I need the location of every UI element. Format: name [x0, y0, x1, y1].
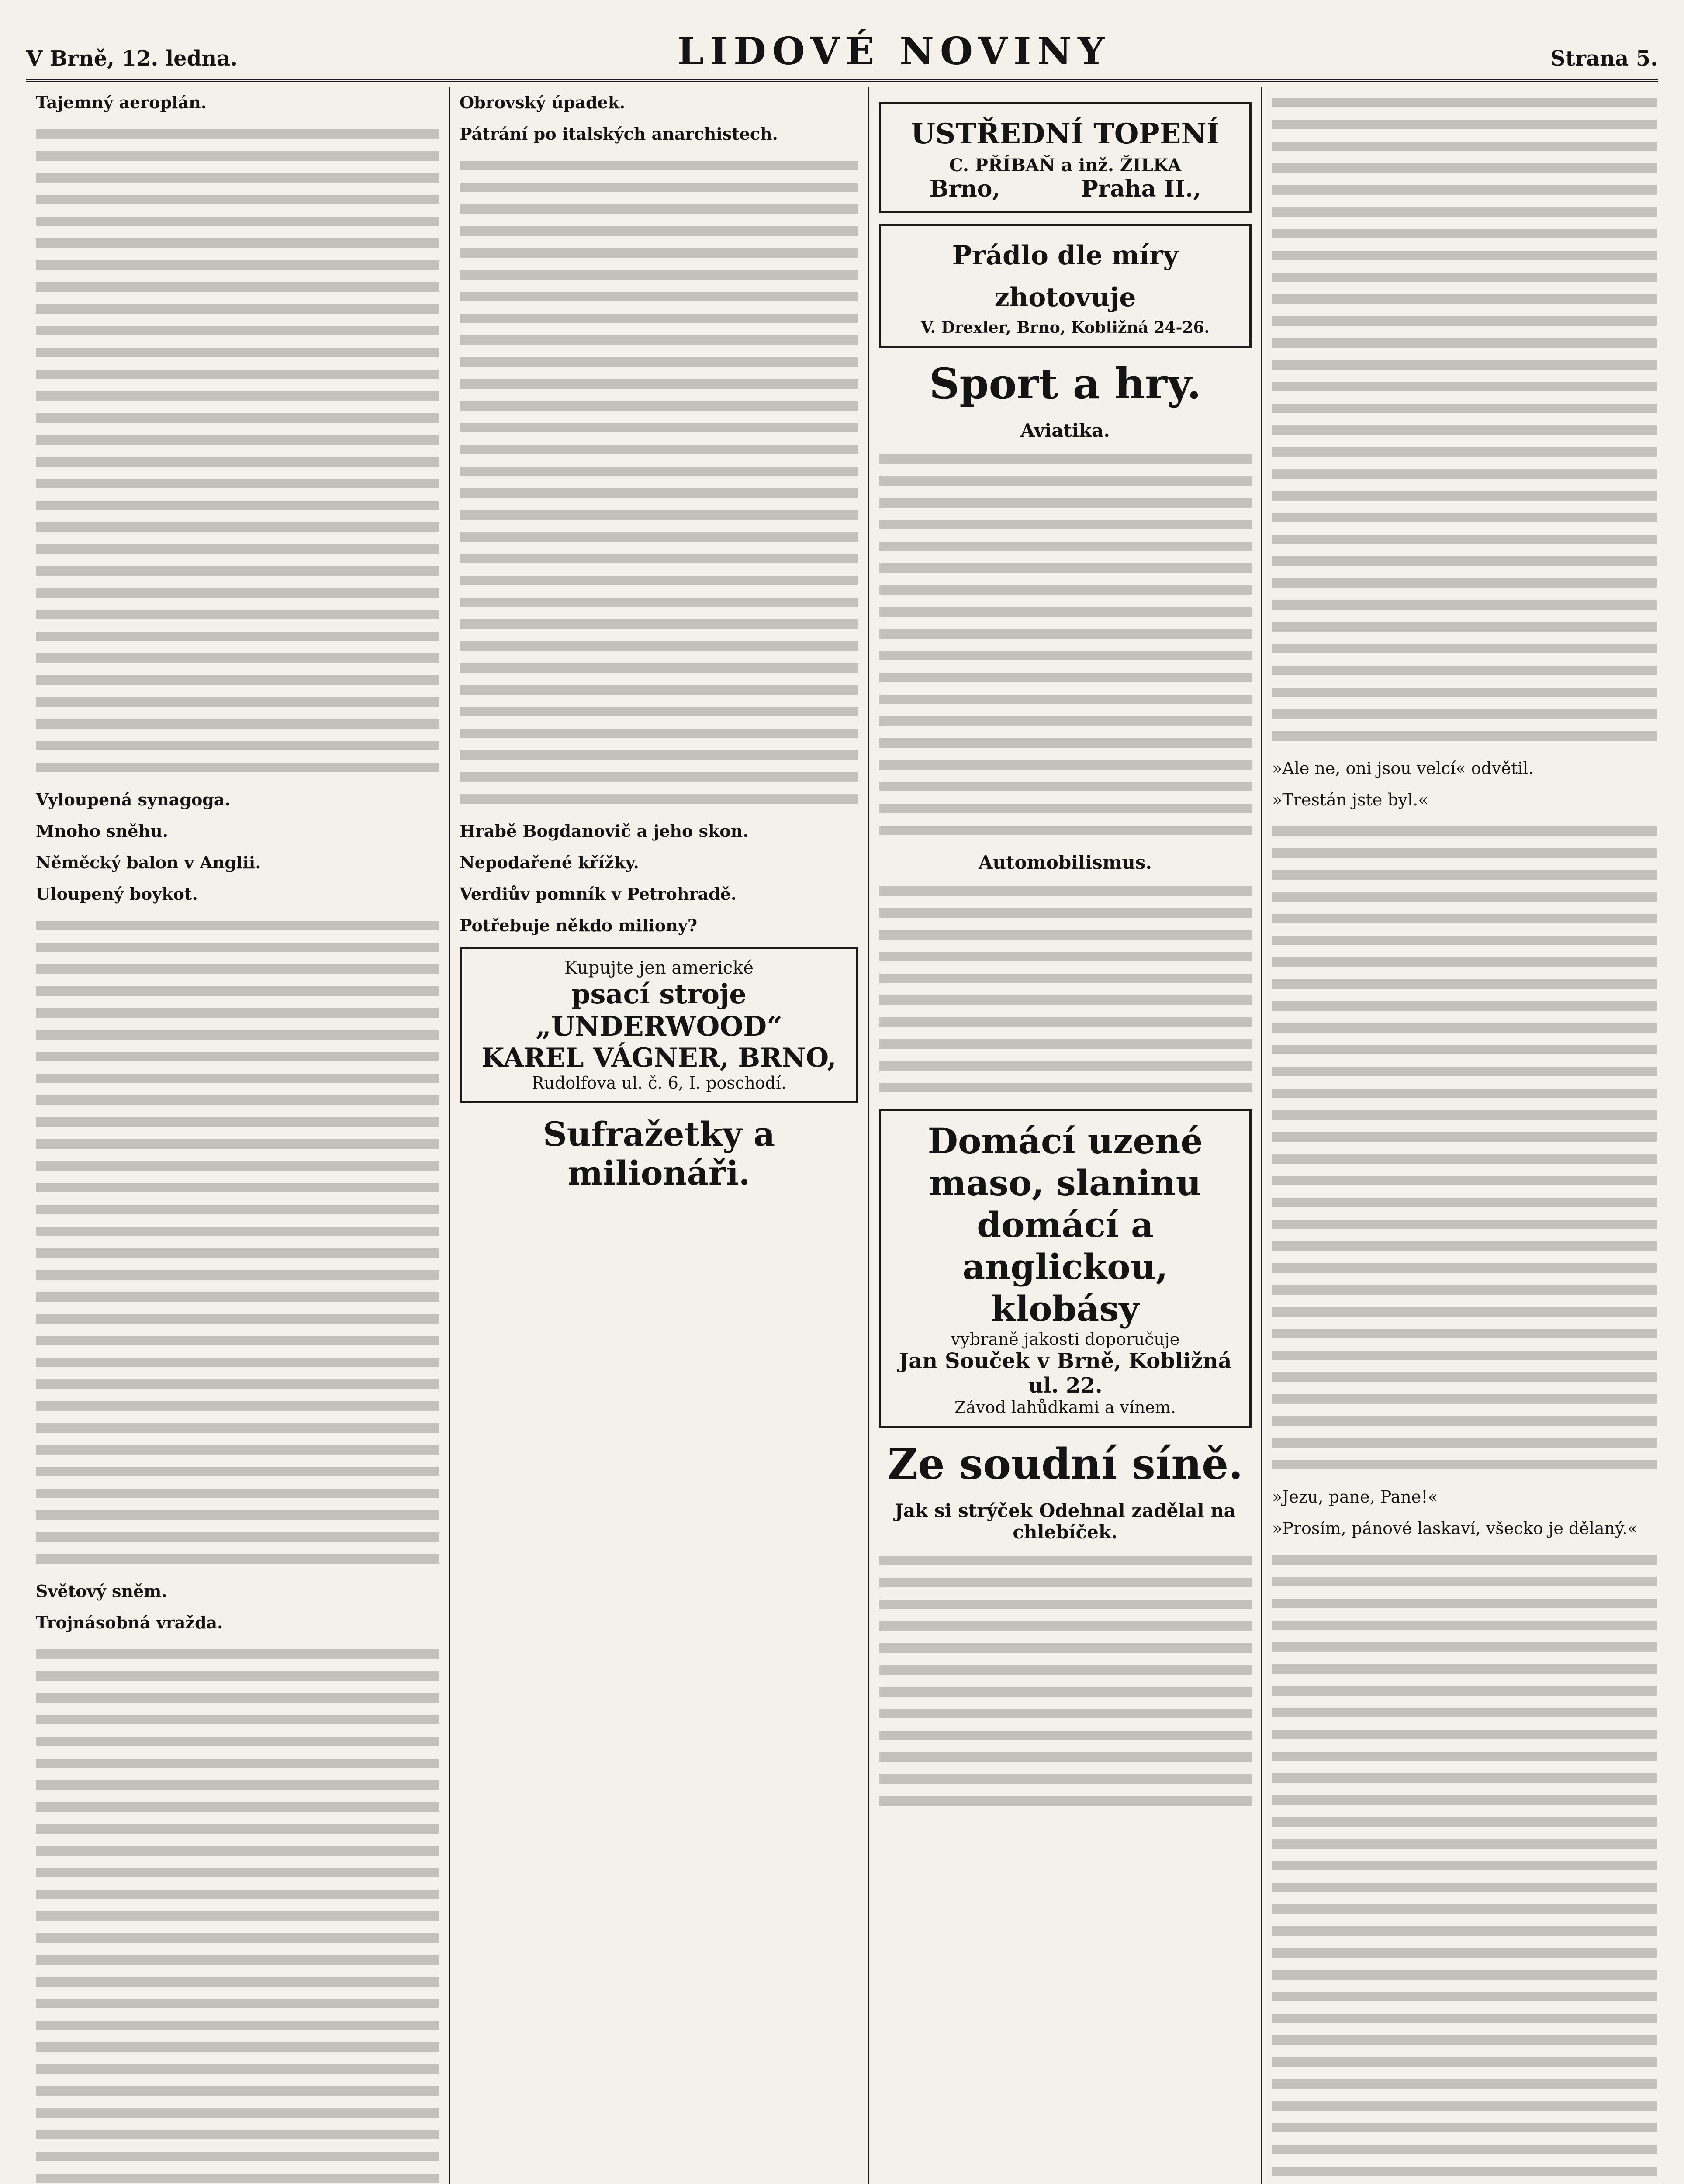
column-4	[1262, 87, 1667, 2184]
ad-title: psací stroje „UNDERWOOD“	[536, 978, 782, 1042]
section-headline: Ze soudní síně.	[887, 1439, 1243, 1489]
ad-city: Brno,	[929, 176, 1000, 202]
ad-firm: C. PŘÍBAŇ a inž. ŽILKA	[949, 155, 1182, 176]
article-headline: Potřebuje někdo miliony?	[460, 916, 698, 935]
illegible-text-block	[460, 155, 858, 810]
ad-subline: Závod lahůdkami a vínem.	[954, 1398, 1176, 1417]
article-headline: Verdiův pomník v Petrohradě.	[460, 884, 737, 904]
ad-title: USTŘEDNÍ TOPENÍ	[911, 117, 1220, 150]
column-2	[450, 87, 869, 2184]
newspaper-title: LIDOVÉ NOVINY	[677, 29, 1111, 73]
article-headline: Trojnásobná vražda.	[36, 1613, 223, 1632]
ad-address: Rudolfova ul. č. 6, I. poschodí.	[531, 1073, 787, 1092]
ad-note: vybraně jakosti doporučuje	[951, 1330, 1180, 1349]
dialogue-line: »Trestán jste byl.«	[1272, 790, 1428, 809]
article-headline: Světový sněm.	[36, 1581, 167, 1601]
dialogue-line: »Prosím, pánové laskaví, všecko je dělaný.«	[1272, 1519, 1638, 1538]
issue-date: V Brně, 12. ledna.	[26, 46, 238, 71]
article-headline: Nepodařené křížky.	[460, 853, 639, 872]
article-headline: Uloupený boykot.	[36, 884, 198, 904]
article-headline: Tajemný aeroplán.	[36, 93, 207, 112]
advertisement-heating	[879, 102, 1252, 213]
illegible-text-block	[879, 1550, 1252, 1812]
ad-firm: KAREL VÁGNER, BRNO,	[481, 1043, 837, 1073]
illegible-text-block	[36, 123, 439, 778]
section-subheadline: Aviatika.	[1020, 420, 1110, 441]
ad-title: Domácí uzené maso, slaninu domácí a anglickou, klobásy	[927, 1120, 1203, 1329]
article-headline: Obrovský úpadek.	[460, 93, 626, 112]
ad-firm: Jan Souček v Brně, Kobližná ul. 22.	[899, 1349, 1232, 1398]
dialogue-line: »Jezu, pane, Pane!«	[1272, 1487, 1438, 1507]
article-headline: Hrabě Bogdanovič a jeho skon.	[460, 821, 749, 841]
article-headline: Mnoho sněhu.	[36, 821, 168, 841]
illegible-text-block	[1272, 820, 1657, 1476]
ad-tagline: Kupujte jen americké	[564, 958, 754, 978]
section-headline: Sport a hry.	[929, 359, 1201, 408]
illegible-text-block	[1272, 1549, 1657, 2184]
article-headline: Pátrání po italských anarchistech.	[460, 124, 778, 144]
column-3	[869, 87, 1262, 2184]
column-1	[26, 87, 450, 2184]
column-grid	[26, 87, 1658, 2184]
ad-city: Praha II.,	[1081, 176, 1201, 202]
advertisement-laundry	[879, 224, 1252, 348]
illegible-text-block	[879, 448, 1252, 841]
illegible-text-block	[36, 1643, 439, 2184]
article-headline: Něměcký balon v Anglii.	[36, 853, 261, 872]
page-number: Strana 5.	[1550, 46, 1658, 71]
section-subheadline: Jak si strýček Odehnal zadělal na chlebíček.	[895, 1500, 1236, 1543]
dialogue-line: »Ale ne, oni jsou velcí« odvětil.	[1272, 759, 1534, 778]
advertisement-smoked-meat	[879, 1109, 1252, 1428]
illegible-text-block	[36, 915, 439, 1570]
advertisement-underwood	[460, 947, 858, 1103]
ad-title: Prádlo dle míry zhotovuje	[952, 240, 1179, 313]
masthead	[26, 13, 1658, 82]
article-headline: Vyloupená synagoga.	[36, 790, 231, 809]
section-headline: Sufražetky a milionáři.	[543, 1115, 775, 1192]
illegible-text-block	[1272, 92, 1657, 747]
section-subheadline: Automobilismus.	[978, 852, 1152, 873]
ad-firm: V. Drexler, Brno, Kobližná 24-26.	[920, 318, 1210, 337]
illegible-text-block	[879, 880, 1252, 1099]
